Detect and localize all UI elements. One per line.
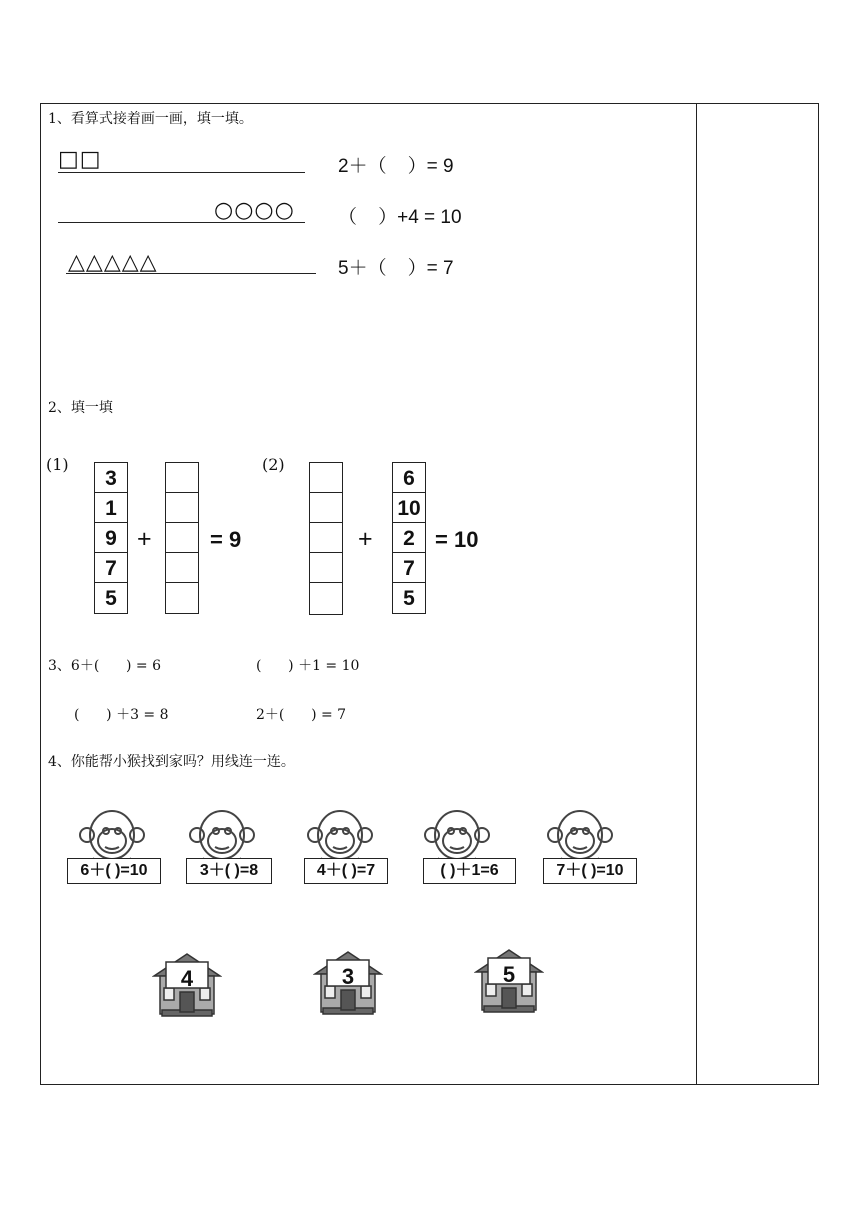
q2-part2-result: = 10	[435, 527, 479, 552]
q2-title: 2、填一填	[48, 400, 113, 416]
q1-row1-drawing-line[interactable]	[58, 172, 305, 173]
q2-part1-cell: 5	[105, 587, 117, 610]
q2-part2-cell: 6	[393, 463, 425, 493]
q2-part2-cell: 10	[393, 493, 425, 523]
q1-row3-equation: 5＋（ ）= 7	[338, 258, 454, 279]
q2-part1-plus: +	[137, 525, 152, 553]
q1-row1-equation: 2＋（ ）= 9	[338, 156, 454, 177]
q2-part1-answer-column	[165, 462, 199, 614]
monkey-equation-card[interactable]: 6＋( )=10	[67, 858, 161, 884]
q3-line1-a: 3、6＋( ) = 6	[48, 658, 161, 674]
q2-part2-cell: 7	[393, 553, 425, 583]
q2-part2-answer-cell[interactable]	[310, 553, 342, 583]
q3-line1-b: ( ) ＋1 = 10	[256, 658, 360, 674]
q2-part1-cell: 7	[95, 553, 127, 583]
q2-part2-answer-cell[interactable]	[310, 493, 342, 523]
house-number: 4	[180, 966, 194, 991]
q2-part2-answer-column	[309, 462, 343, 615]
q2-part1-answer-cell[interactable]	[166, 523, 198, 553]
q2-part1-answer-cell[interactable]	[166, 493, 198, 523]
q3-line2-a: ( ) ＋3 = 8	[74, 707, 169, 723]
q3-line2-b: 2＋( ) = 7	[256, 707, 347, 723]
q1-row2-drawing-line[interactable]	[58, 222, 305, 223]
q2-part1-cell: 3	[95, 463, 127, 493]
q2-part2-label: (2)	[262, 455, 285, 474]
column-divider	[696, 103, 697, 1085]
monkey-equation-card[interactable]: 4＋( )=7	[304, 858, 388, 884]
q1-row2-equation: （ ）+4 = 10	[338, 207, 462, 228]
q1-title: 1、看算式接着画一画，填一填。	[48, 111, 253, 127]
q2-part1-answer-cell[interactable]	[166, 583, 198, 613]
q2-part1-cell: 1	[95, 493, 127, 523]
q2-part2-plus: +	[358, 525, 373, 553]
q2-part1-result: = 9	[210, 527, 242, 552]
house-number: 3	[341, 964, 355, 989]
q2-part1-cell: 9	[95, 523, 127, 553]
q1-row3-drawing-line[interactable]	[66, 273, 316, 274]
q1-row2-shapes: ○○○○	[214, 198, 295, 223]
monkey-equation-card[interactable]: ( )＋1=6	[423, 858, 516, 884]
q2-part1-label: (1)	[46, 455, 69, 474]
q2-part2-answer-cell[interactable]	[310, 583, 342, 613]
house-number: 5	[502, 962, 516, 987]
q2-part1-answer-cell[interactable]	[166, 553, 198, 583]
q4-title: 4、你能帮小猴找到家吗？用线连一连。	[48, 754, 295, 770]
q2-part1-number-column	[94, 462, 128, 614]
q2-part2-cell: 5	[403, 587, 415, 610]
q2-part1-answer-cell[interactable]	[166, 463, 198, 493]
q2-part2-answer-cell[interactable]	[310, 523, 342, 553]
monkey-equation-card[interactable]: 7＋( )=10	[543, 858, 637, 884]
q2-part2-answer-cell[interactable]	[310, 463, 342, 493]
q2-part2-cell: 2	[393, 523, 425, 553]
q2-part2-number-column	[392, 462, 426, 614]
q1-row3-shapes: △△△△△	[68, 250, 158, 275]
q1-row1-shapes: □□	[58, 147, 102, 172]
monkey-equation-card[interactable]: 3＋( )=8	[186, 858, 272, 884]
